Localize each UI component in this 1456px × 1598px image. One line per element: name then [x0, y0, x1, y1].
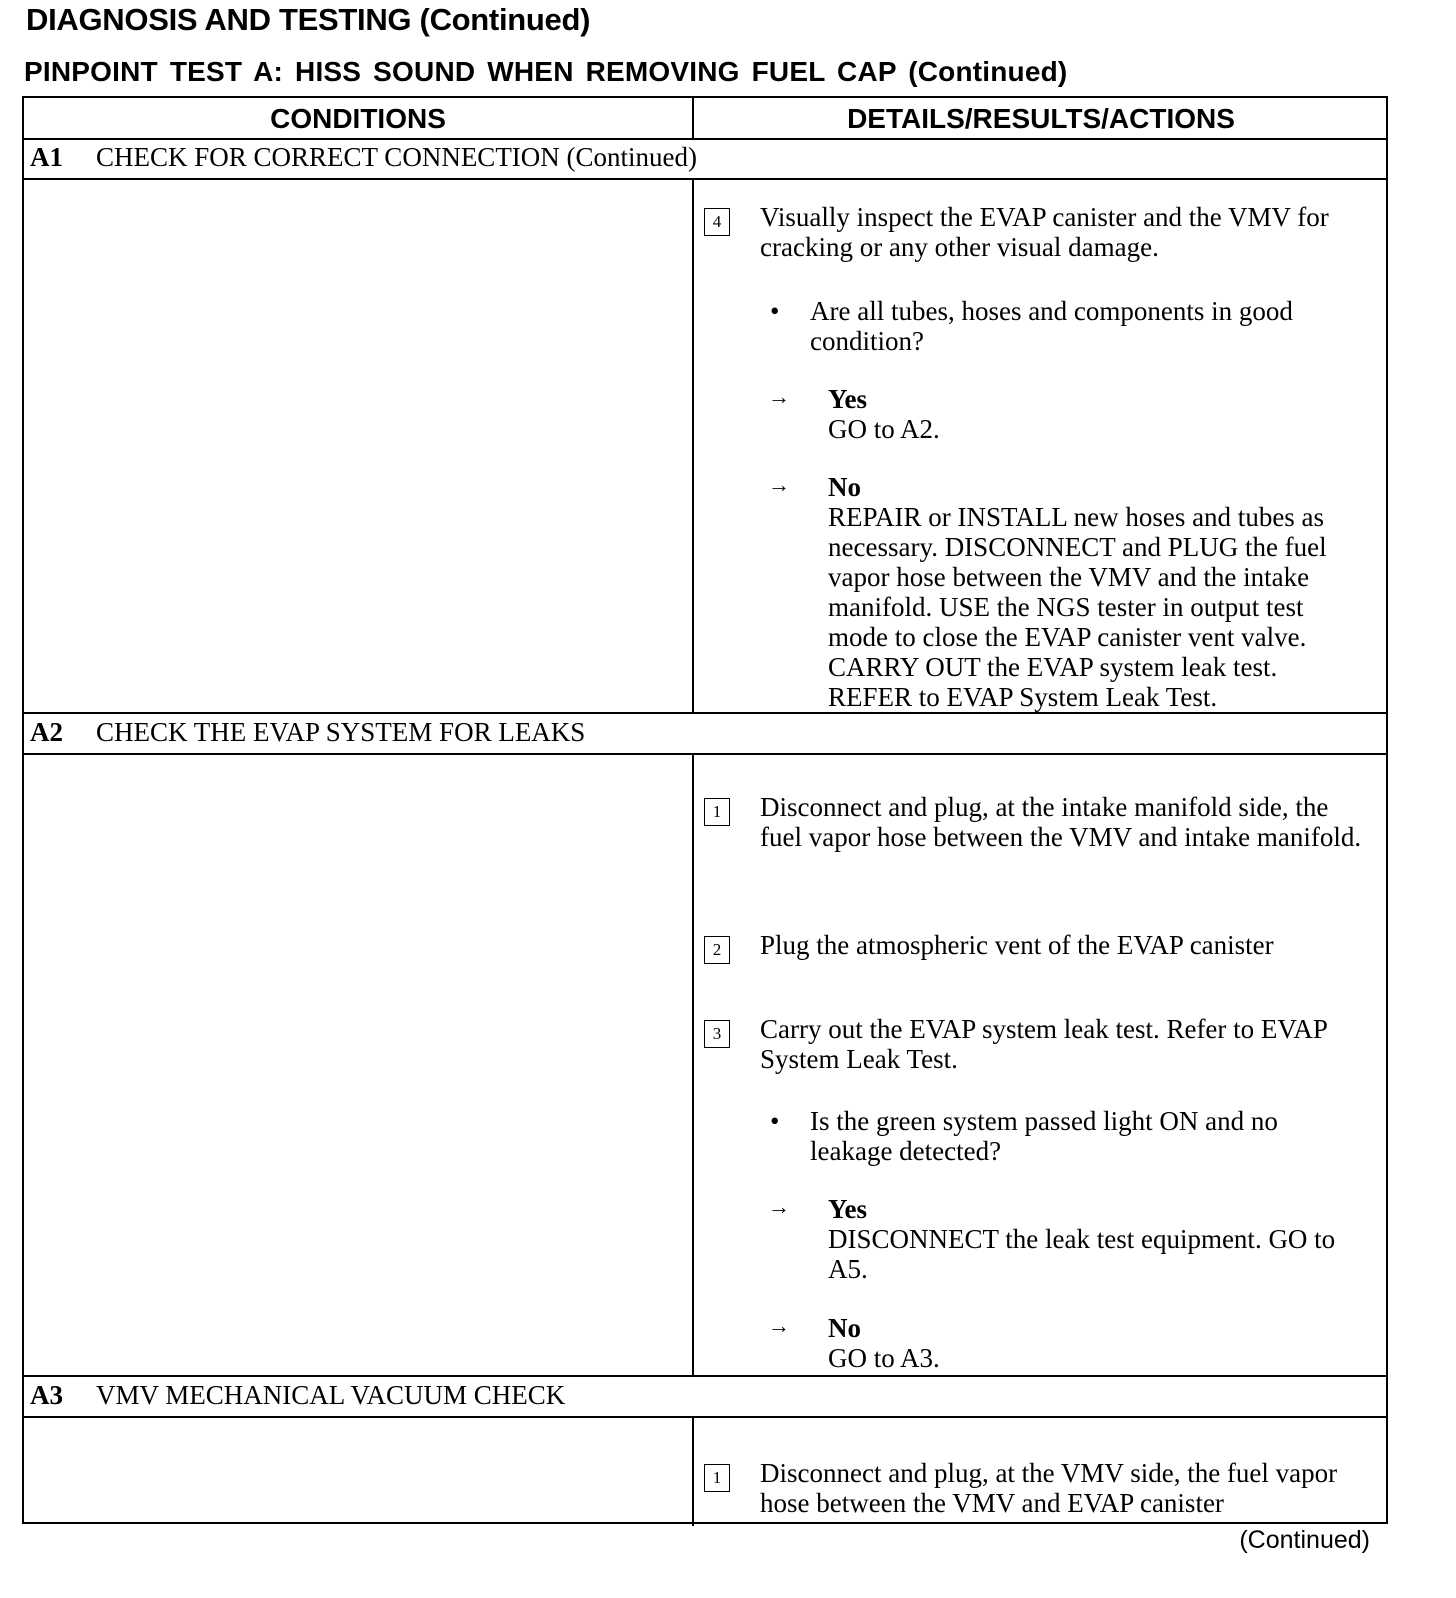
section-code: A2: [30, 717, 63, 747]
section-header-a1: [30, 142, 697, 173]
divider: [24, 138, 1386, 140]
step-a3-1: [704, 1458, 1374, 1518]
question-a1-4: [770, 296, 1360, 356]
section-title: CHECK THE EVAP SYSTEM FOR LEAKS: [96, 717, 586, 747]
step-text: Disconnect and plug, at the VMV side, the fuel vapor hose between the VMV and EVAP canister: [760, 1458, 1338, 1518]
section-title: CHECK FOR CORRECT CONNECTION (Continued): [96, 142, 698, 172]
question-text: Is the green system passed light ON and no leakage detected?: [810, 1106, 1278, 1166]
section-header-a3: [30, 1380, 565, 1411]
divider: [692, 98, 694, 138]
step-text: Carry out the EVAP system leak test. Refer to EVAP System Leak Test.: [760, 1014, 1327, 1074]
step-a1-4: [704, 202, 1374, 262]
result-label: Yes: [828, 384, 867, 414]
step-text: Visually inspect the EVAP canister and the VMV for cracking or any other visual damage.: [760, 202, 1329, 262]
divider: [24, 753, 1386, 755]
page-title: DIAGNOSIS AND TESTING (Continued): [26, 2, 591, 37]
result-label: Yes: [828, 1194, 867, 1224]
result-no-a2-3: [768, 1313, 1368, 1373]
arrow-right-icon: →: [768, 384, 790, 409]
step-number: 2: [704, 936, 730, 964]
result-yes-a2-3: [768, 1194, 1368, 1284]
section-header-a2: [30, 717, 585, 748]
step-a2-2: [704, 930, 1374, 960]
arrow-right-icon: →: [768, 1194, 790, 1219]
conditions-column-header: CONDITIONS: [270, 103, 446, 134]
result-label: No: [828, 472, 861, 502]
pinpoint-test-table: [22, 96, 1388, 1524]
result-action: DISCONNECT the leak test equipment. GO to A5.: [828, 1224, 1336, 1284]
divider: [24, 712, 1386, 714]
arrow-right-icon: →: [768, 472, 790, 497]
divider: [24, 1416, 1386, 1418]
step-number: 1: [704, 1464, 730, 1492]
step-number: 3: [704, 1020, 730, 1048]
section-code: A3: [30, 1380, 63, 1410]
result-no-a1-4: [768, 472, 1368, 712]
continued-footer: (Continued): [1239, 1526, 1370, 1554]
bullet-icon: •: [770, 1106, 780, 1136]
result-action: GO to A2.: [828, 414, 940, 444]
divider: [692, 753, 694, 1375]
result-label: No: [828, 1313, 861, 1343]
question-text: Are all tubes, hoses and components in good condition?: [810, 296, 1293, 356]
bullet-icon: •: [770, 296, 780, 326]
step-a2-3: [704, 1014, 1374, 1074]
question-a2-3: [770, 1106, 1360, 1166]
arrow-right-icon: →: [768, 1313, 790, 1338]
step-number: 4: [704, 208, 730, 236]
divider: [24, 178, 1386, 180]
section-code: A1: [30, 142, 63, 172]
step-a2-1: [704, 792, 1374, 852]
result-action: GO to A3.: [828, 1343, 940, 1373]
divider: [692, 178, 694, 712]
section-title: VMV MECHANICAL VACUUM CHECK: [96, 1380, 566, 1410]
pinpoint-test-title: PINPOINT TEST A: HISS SOUND WHEN REMOVING FUEL CAP (Continued): [24, 56, 1068, 87]
result-action: REPAIR or INSTALL new hoses and tubes as necessary. DISCONNECT and PLUG the fuel vapor hose between the VMV and the intake manifold. USE the NGS tester in output test mode to close the EVAP canister vent valve. CARRY OUT the EVAP system leak test. REFER to EVAP System Leak Test.: [828, 502, 1327, 712]
divider: [24, 1375, 1386, 1377]
divider: [692, 1416, 694, 1526]
step-number: 1: [704, 798, 730, 826]
step-text: Disconnect and plug, at the intake manifold side, the fuel vapor hose between the VMV and intake manifold.: [760, 792, 1362, 852]
details-column-header: DETAILS/RESULTS/ACTIONS: [847, 103, 1235, 134]
result-yes-a1-4: [768, 384, 1368, 444]
step-text: Plug the atmospheric vent of the EVAP canister: [760, 930, 1274, 960]
